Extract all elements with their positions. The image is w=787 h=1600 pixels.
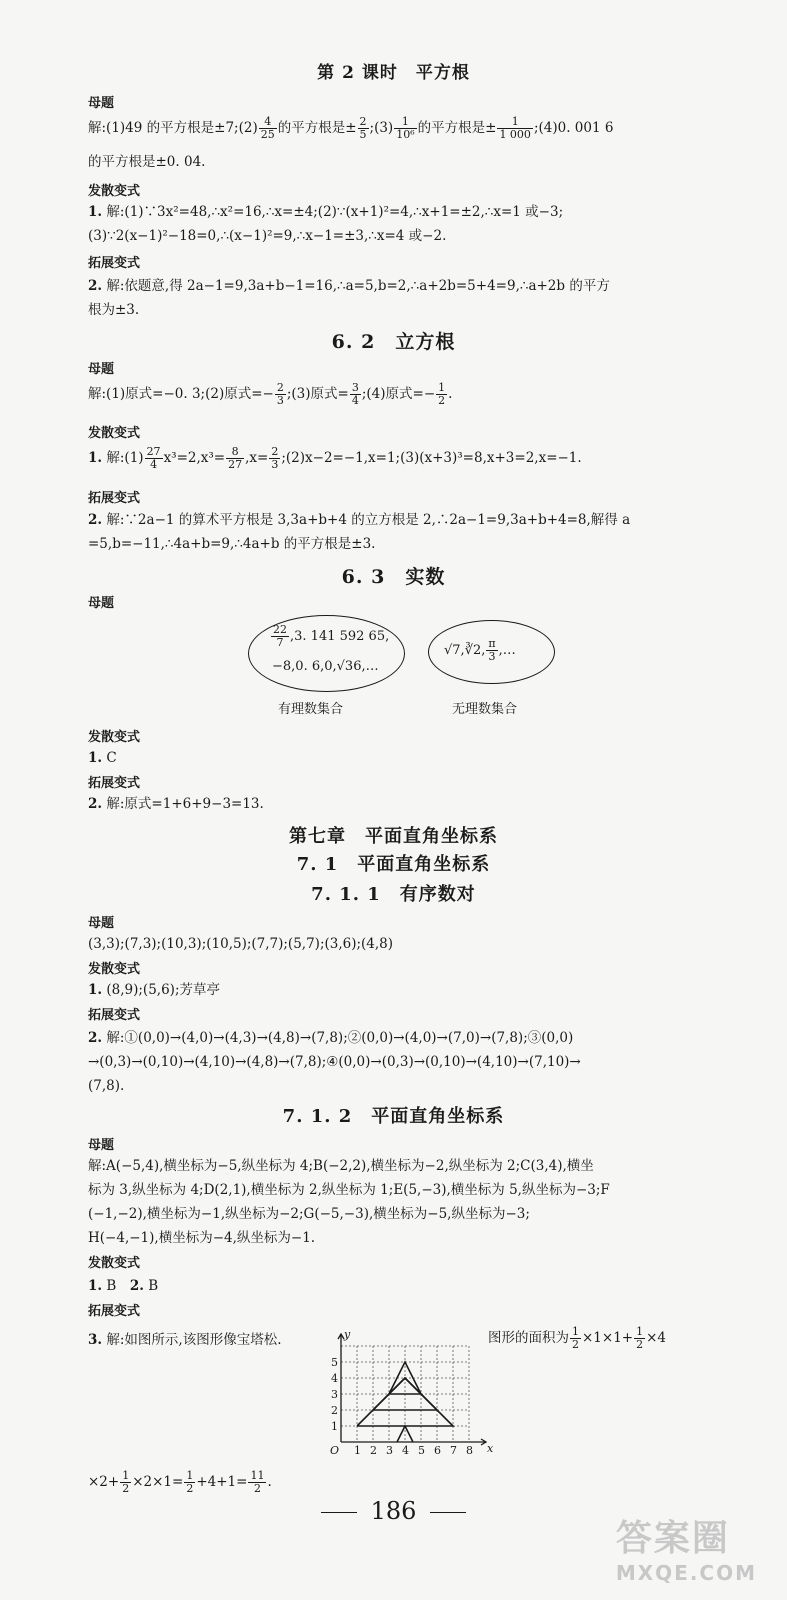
fraction: $\frac{1}{\text{10⁶}}$ — [396, 116, 415, 141]
answer-line: 2. 解:原式=1+6+9−3=13. — [88, 796, 264, 812]
label-mother-question: 母题 — [88, 916, 115, 931]
answer-line: 1. B 2. B — [88, 1278, 159, 1294]
irrational-set-line: √7,∛2, $\frac{\pi}{3}$ ,… — [444, 637, 516, 663]
answer-line: 2. 解:①(0,0)→(4,0)→(4,3)→(4,8)→(7,8);②(0,0)→(4,0)→(7,0)→(7,8);③(0,0) — [88, 1030, 574, 1046]
section-title: 6. 3 实数 — [341, 566, 446, 588]
y-tick-label: 2 — [331, 1404, 338, 1417]
answer-line: 1. (8,9);(5,6);芳草亭 — [88, 982, 220, 998]
answer-line: 2. 解:∵2a−1 的算术平方根是 3,3a+b+4 的立方根是 2,∴2a−1=9,3a+b+4=8,解得 a — [88, 512, 631, 528]
fraction: $\frac{\pi}{3}$ — [488, 637, 496, 663]
pagoda-pine-graph — [318, 1328, 496, 1462]
rational-set-line: −8,0. 6,0,√36,… — [272, 659, 379, 674]
x-tick-label: 3 — [386, 1444, 393, 1457]
footer-dash — [321, 1512, 357, 1513]
answer-line: 解:A(−5,4),横坐标为−5,纵坐标为 4;B(−2,2),横坐标为−2,纵坐标为 2;C(3,4),横坐 — [88, 1158, 594, 1174]
answer-line: 2. 解:依题意,得 2a−1=9,3a+b−1=16,∴a=5,b=2,∴a+2b=5+4=9,∴a+2b 的平方 — [88, 278, 610, 294]
y-tick-label: 5 — [331, 1356, 338, 1369]
x-tick-label: 4 — [402, 1444, 409, 1457]
label-mother-question: 母题 — [88, 596, 115, 611]
label-extended: 拓展变式 — [88, 491, 141, 506]
fraction: $\frac{4}{25}$ — [260, 116, 275, 141]
fraction: $\frac{1}{2}$ — [572, 1326, 579, 1351]
fraction: $\frac{1}{2}$ — [186, 1470, 194, 1495]
fraction: $\frac{8}{27}$ — [228, 446, 243, 471]
x-tick-label: 2 — [370, 1444, 377, 1457]
y-axis-label: y — [344, 1328, 351, 1341]
fraction: $\frac{1}{2}$ — [438, 382, 446, 407]
answer-line: (3,3);(7,3);(10,3);(10,5);(7,7);(5,7);(3,6);(4,8) — [88, 936, 394, 952]
rational-set-line: $\frac{22}{7}$ ,3. 141 592 65, — [273, 623, 390, 649]
answer-line: 1. 解:(1)∵3x²=48,∴x²=16,∴x=±4;(2)∵(x+1)²=4,∴x+1=±2,∴x=1 或−3; — [88, 204, 564, 220]
fraction: $\frac{1}{2}$ — [122, 1470, 130, 1495]
origin-label: O — [330, 1444, 340, 1457]
area-formula-end: ×2+ $\frac{1}{2}$ ×2×1= $\frac{1}{2}$ +4+1= $\frac{11}{2}$ . — [88, 1470, 272, 1495]
footer-dash — [430, 1512, 466, 1513]
label-mother-question: 母题 — [88, 1138, 115, 1153]
x-tick-label: 7 — [450, 1444, 457, 1457]
page-number: 186 — [370, 1497, 417, 1525]
label-divergent: 发散变式 — [88, 730, 141, 745]
label-extended: 拓展变式 — [88, 1008, 141, 1023]
subsection-title: 7. 1. 1 有序数对 — [311, 884, 476, 905]
answer-line: 1. 解:(1) $\frac{27}{4}$ x³=2,x³= $\frac{8}{27}$ ,x= $\frac{2}{3}$ ;(2)x−2=−1,x=1;(3)(x+3)³=8,x+3=2,x=−1. — [88, 446, 582, 471]
answer-line: 1. C — [88, 750, 117, 766]
watermark-logo: 答案圈 — [615, 1518, 730, 1559]
answer-line: →(0,3)→(0,10)→(4,10)→(4,8)→(7,8);④(0,0)→(0,3)→(0,10)→(4,10)→(7,10)→ — [88, 1054, 581, 1070]
y-tick-label: 1 — [331, 1420, 338, 1433]
label-divergent: 发散变式 — [88, 962, 141, 977]
answer-line: 标为 3,纵坐标为 4;D(2,1),横坐标为 2,纵坐标为 1;E(5,−3),横坐标为 5,纵坐标为−3;F — [88, 1182, 610, 1198]
label-extended: 拓展变式 — [88, 776, 141, 791]
label-extended: 拓展变式 — [88, 1304, 141, 1319]
fraction: $\frac{1}{1 000}$ — [499, 116, 531, 141]
label-extended: 拓展变式 — [88, 256, 141, 271]
label-mother-question: 母题 — [88, 96, 115, 111]
area-formula: 图形的面积为 $\frac{1}{2}$ ×1×1+ $\frac{1}{2}$ ×4 — [488, 1326, 667, 1351]
y-tick-label: 4 — [331, 1372, 338, 1385]
fraction: $\frac{1}{2}$ — [636, 1326, 644, 1351]
label-divergent: 发散变式 — [88, 1256, 141, 1271]
answer-line: =5,b=−11,∴4a+b=9,∴4a+b 的平方根是±3. — [88, 536, 376, 552]
axes — [338, 1334, 486, 1445]
rational-set-caption: 有理数集合 — [278, 702, 344, 717]
label-divergent: 发散变式 — [88, 184, 141, 199]
label-divergent: 发散变式 — [88, 426, 141, 441]
fraction: $\frac{3}{4}$ — [351, 382, 359, 407]
irrational-set-caption: 无理数集合 — [452, 702, 518, 717]
fraction: $\frac{2}{3}$ — [271, 446, 279, 471]
lesson-title: 第 2 课时 平方根 — [317, 63, 470, 83]
x-tick-label: 5 — [418, 1444, 425, 1457]
answer-line: 根为±3. — [88, 302, 140, 318]
x-tick-label: 6 — [434, 1444, 441, 1457]
answer-line: 解:(1)49 的平方根是±7;(2) $\frac{4}{25}$ 的平方根是± $\frac{2}{5}$ ;(3) $\frac{1}{\text{10⁶}}$ 的平方根是± $\frac{1}{1 000}$ ;(4)0. 001 6 — [88, 116, 614, 141]
watermark-url: MXQE.COM — [615, 1561, 757, 1585]
x-axis-label: x — [487, 1442, 494, 1455]
answer-line: 的平方根是±0. 04. — [88, 154, 206, 170]
subsection-title: 7. 1. 2 平面直角坐标系 — [282, 1106, 505, 1127]
fraction: $\frac{11}{2}$ — [250, 1470, 265, 1495]
section-title: 7. 1 平面直角坐标系 — [296, 854, 491, 875]
answer-line: (−1,−2),横坐标为−1,纵坐标为−2;G(−5,−3),横坐标为−5,纵坐标为−3; — [88, 1206, 530, 1222]
answer-line: 解:(1)原式=−0. 3;(2)原式=− $\frac{2}{3}$ ;(3)原式= $\frac{3}{4}$ ;(4)原式=− $\frac{1}{2}$ . — [88, 382, 453, 407]
watermark — [616, 1510, 757, 1585]
fraction: $\frac{27}{4}$ — [146, 446, 161, 471]
answer-line: (7,8). — [88, 1078, 125, 1094]
chapter-title: 第七章 平面直角坐标系 — [289, 826, 498, 847]
fraction: $\frac{22}{7}$ — [273, 623, 287, 649]
y-tick-label: 3 — [331, 1388, 338, 1401]
section-title: 6. 2 立方根 — [331, 331, 456, 353]
answer-line: H(−4,−1),横坐标为−4,纵坐标为−1. — [88, 1230, 316, 1246]
fraction: $\frac{2}{3}$ — [276, 382, 284, 407]
label-mother-question: 母题 — [88, 362, 115, 377]
fraction: $\frac{2}{5}$ — [359, 116, 367, 141]
answer-line: (3)∵2(x−1)²−18=0,∴(x−1)²=9,∴x−1=±3,∴x=4 或−2. — [88, 228, 447, 244]
x-tick-label: 1 — [354, 1444, 361, 1457]
answer-line: 3. 解:如图所示,该图形像宝塔松. — [88, 1332, 282, 1348]
x-tick-label: 8 — [466, 1444, 473, 1457]
